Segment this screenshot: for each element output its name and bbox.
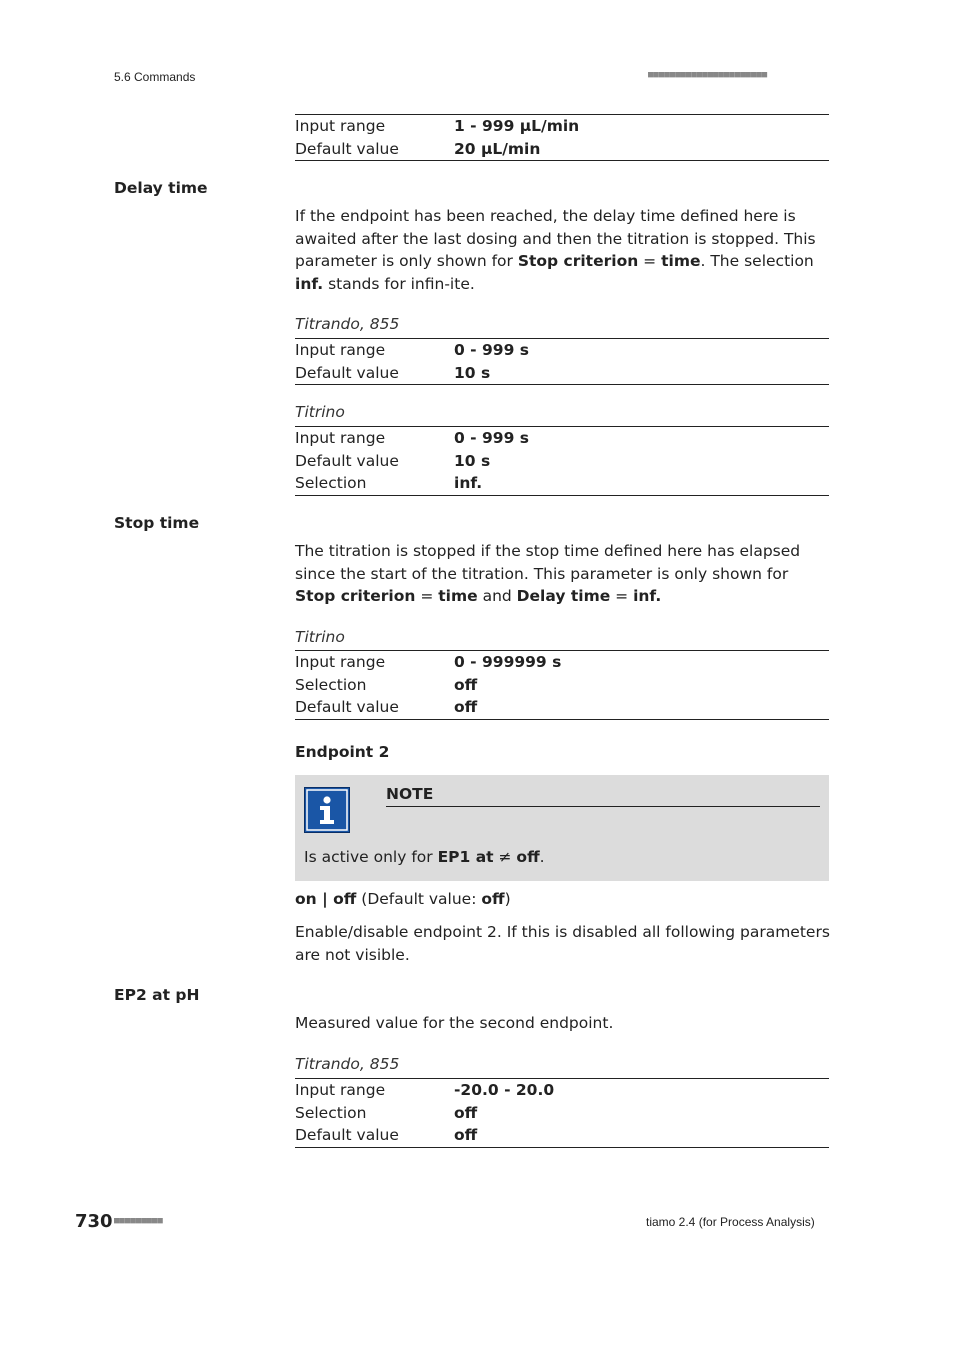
table-row: Default value off [295,698,478,716]
stop-time-description: The titration is stopped if the stop time defined here has elapsed since the start of the titration. This parameter is only shown for Stop criterion = time and Delay time = inf. [295,542,801,605]
running-header-section: 5.6 Commands [114,70,196,84]
table-row: Default value 10 s [295,451,491,470]
table-row: Default value off [295,1126,478,1144]
heading-endpoint-2: Endpoint 2 [295,743,390,761]
table-row: Default value 10 s [295,363,491,382]
table-row: Input range 0 - 999999 s [295,653,562,671]
table-caption: Titrino [295,628,345,646]
table-row: Input range -20.0 - 20.0 [295,1081,555,1099]
table-stop-titrino [295,650,829,720]
page-number: 730 [75,1211,113,1232]
table-caption: Titrando, 855 [295,1055,400,1073]
table-row: Input range 0 - 999 s [295,341,529,359]
note-text: Is active only for EP1 at ≠ off. [304,848,545,866]
delay-time-description: If the endpoint has been reached, the delay time defined here is awaited after the last dosing and then the titration is stopped. This parameter is only shown for Stop criterion = time. The selection inf. stands for infin-ite. [295,207,816,293]
heading-ep2-at-ph: EP2 at pH [114,986,200,1004]
footer-product: tiamo 2.4 (for Process Analysis) [646,1215,815,1229]
table-delay-titrino [295,426,829,496]
table-ep2-titrando [295,1078,829,1148]
ep2-at-ph-description: Measured value for the second endpoint. [295,1014,614,1032]
table-row: Selection off [295,1103,478,1122]
table-caption: Titrando, 855 [295,315,400,333]
table-row: Default value 20 µL/min [295,139,541,158]
table-caption: Titrino [295,403,345,421]
note-divider [386,806,820,807]
table-row: Input range 0 - 999 s [295,429,529,447]
footer-marker: ■■■■■■■■■ [114,1216,163,1226]
running-header-marker: ■■■■■■■■■■■■■■■■■■■■■■ [648,70,768,80]
note-title: NOTE [386,785,434,803]
endpoint-2-options: on | off (Default value: off) [295,890,511,908]
table-row: Input range 1 - 999 µL/min [295,117,580,135]
table-row: Selection inf. [295,474,483,492]
endpoint-2-description: Enable/disable endpoint 2. If this is disabled all following parameters are not visible. [295,923,830,964]
table-delay-titrando [295,338,829,385]
heading-stop-time: Stop time [114,514,200,532]
info-icon [304,787,350,833]
table-flow-rate [295,114,829,161]
heading-delay-time: Delay time [114,179,208,197]
table-row: Selection off [295,675,478,694]
